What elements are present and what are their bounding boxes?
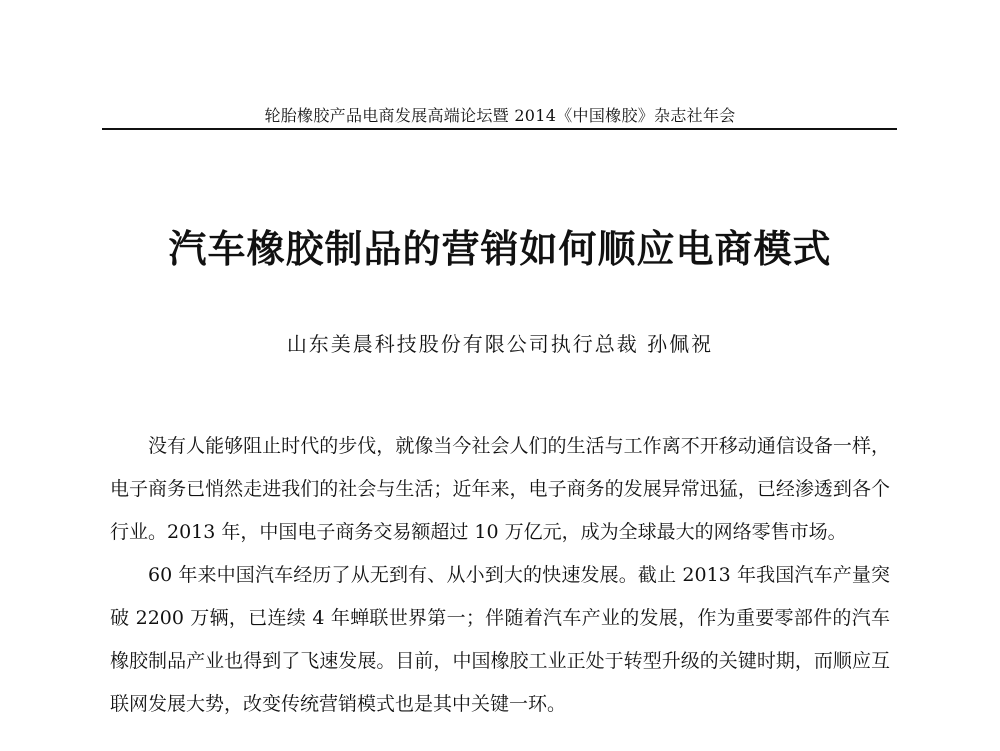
author-byline: 山东美晨科技股份有限公司执行总裁 孙佩祝 xyxy=(286,332,714,356)
header-divider xyxy=(102,128,897,130)
article-title: 汽车橡胶制品的营销如何顺应电商模式 xyxy=(168,226,832,271)
paragraph: 没有人能够阻止时代的步伐，就像当今社会人们的生活与工作离不开移动通信设备一样，电子商务已悄然走进我们的社会与生活；近年来，电子商务的发展异常迅猛，已经渗透到各个行业。2013 年，中国电子商务交易额超过 10 万亿元，成为全球最大的网络零售市场。 xyxy=(110,435,890,543)
running-header: 轮胎橡胶产品电商发展高端论坛暨 2014《中国橡胶》杂志社年会 xyxy=(264,106,736,125)
article-body xyxy=(110,425,890,726)
paragraph: 60 年来中国汽车经历了从无到有、从小到大的快速发展。截止 2013 年我国汽车产量突破 2200 万辆，已连续 4 年蝉联世界第一；伴随着汽车产业的发展，作为重要零部件的汽车橡胶制品产业也得到了飞速发展。目前，中国橡胶工业正处于转型升级的关键时期，而顺应互联网发展大势，改变传统营销模式也是其中关键一环。 xyxy=(110,564,890,715)
